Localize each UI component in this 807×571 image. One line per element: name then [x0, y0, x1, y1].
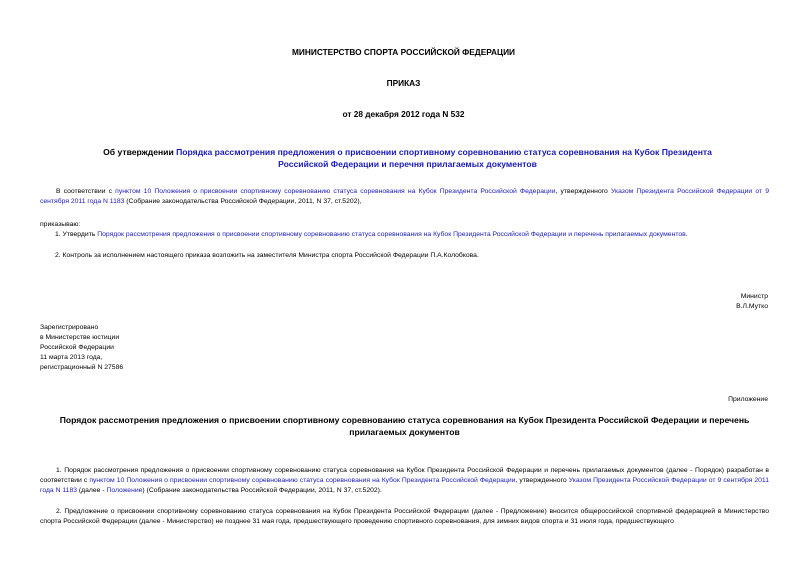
- decree-link[interactable]: Указом Президента Российской Федерации от 9 сентября 2011 года N 1183: [40, 188, 770, 205]
- document-date: от 28 декабря 2012 года N 532: [342, 109, 465, 119]
- regulation-link[interactable]: пунктом 10 Положения о присвоении спортивному соревнованию статуса соревнования на Кубок Президента Российской Федерации: [115, 188, 556, 195]
- appendix-paragraph-2: 2. Предложение о присвоении спортивному соревнованию статуса соревнования на Кубок Президента Российской Федерации (далее - Предложение) вносится общероссийской спортивной федерацией в Министерство спорта Российской Федерации (далее - Министерство) не позднее 31 мая года, предшествующего проведению спортивного соревнования, для зимних видов спорта и 31 июля года, предшествующего: [40, 508, 769, 525]
- para1-text-4: ) (Собрание законодательства Российской Федерации, 2011, N 37, ст.5202).: [142, 487, 382, 494]
- item-1-prefix: 1. Утвердить: [55, 231, 98, 238]
- ministry-heading: МИНИСТЕРСТВО СПОРТА РОССИЙСКОЙ ФЕДЕРАЦИИ: [291, 47, 516, 57]
- item-2: 2. Контроль за исполнением настоящего приказа возложить на заместителя Министра спорта Российской Федерации П.А.Колобкова.: [55, 252, 479, 259]
- document-type: ПРИКАЗ: [386, 78, 421, 88]
- preamble-text-2: , утвержденного: [555, 188, 611, 195]
- order-word: приказываю:: [40, 221, 81, 228]
- item-1-suffix: .: [685, 231, 688, 238]
- appendix-paragraph-1: [40, 466, 769, 496]
- item-1: [55, 230, 770, 240]
- para1-text-3: (далее -: [77, 487, 107, 494]
- order-title-link[interactable]: Порядка рассмотрения предложения о присвоении спортивному соревнованию статуса соревнования на Кубок Президента Российской Федерации и перечня прилагаемых документов: [176, 147, 712, 169]
- para1-text-2: , утвержденного: [515, 477, 569, 484]
- preamble-paragraph: [40, 187, 769, 207]
- signature-position: Министр: [740, 293, 768, 300]
- registration-line: 11 марта 2013 года,: [40, 354, 103, 361]
- order-title-prefix: Об утверждении: [103, 147, 177, 157]
- regulation-short-link[interactable]: Положение: [106, 487, 143, 494]
- registration-line: Зарегистрировано: [40, 324, 99, 331]
- appendix-title: Порядок рассмотрения предложения о присвоении спортивному соревнованию статуса соревнования на Кубок Президента Российской Федерации и перечень прилагаемых документов: [59, 415, 750, 437]
- decree-link[interactable]: Указом Президента Российской Федерации от 9 сентября 2011 года N 1183: [40, 477, 769, 494]
- signature-name: В.Л.Мутко: [736, 303, 768, 310]
- registration-line: в Министерстве юстиции: [40, 334, 120, 341]
- regulation-link[interactable]: пунктом 10 Положения о присвоении спортивному соревнованию статуса соревнования на Кубок Президента Российской Федерации: [89, 477, 516, 484]
- appendix-label: Приложение: [728, 396, 768, 403]
- procedure-link[interactable]: Порядок рассмотрения предложения о присвоении спортивному соревнованию статуса соревнования на Кубок Президента Российской Федерации и перечень прилагаемых документов: [97, 231, 686, 238]
- registration-block: [40, 323, 123, 373]
- para1-text-1: 1. Порядок рассмотрения предложения о присвоении спортивному соревнованию статуса соревнования на Кубок Президента Российской Федерации и перечень прилагаемых документов (далее - Порядок) разработан в соответствии с: [40, 467, 769, 484]
- preamble-text-3: (Собрание законодательства Российской Федерации, 2011, N 37, ст.5202),: [124, 198, 362, 205]
- registration-line: Российской Федерации: [40, 344, 114, 351]
- order-title: [80, 146, 735, 170]
- registration-line: регистрационный N 27586: [40, 364, 124, 371]
- preamble-text-1: В соответствии с: [56, 188, 116, 195]
